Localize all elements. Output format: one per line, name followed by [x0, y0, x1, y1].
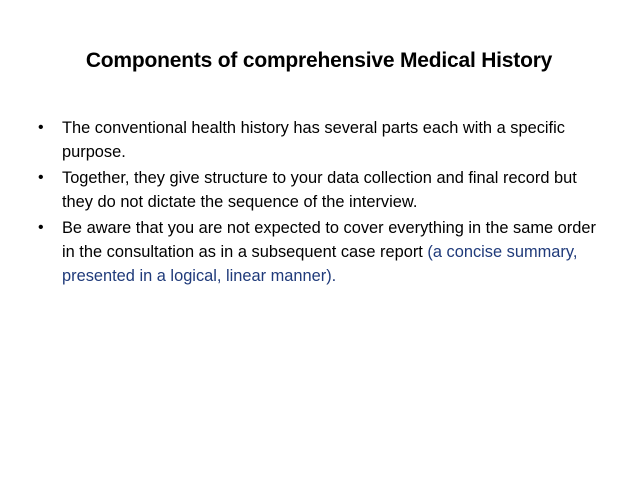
bullet-item-3 [38, 216, 598, 288]
bullet-icon: • [38, 119, 44, 136]
bullet-text-3: Be aware that you are not expected to cover everything in the same order in the consultation as in a subsequent case report [62, 219, 596, 261]
bullet-text-3-highlight: (a concise summary, presented in a logical, linear manner). [62, 243, 578, 285]
bullet-text-2: Together, they give structure to your data collection and final record but they do not dictate the sequence of the interview. [62, 169, 577, 211]
bullet-item-2 [38, 166, 598, 214]
bullet-list [38, 116, 598, 290]
bullet-text-1: The conventional health history has several parts each with a specific purpose. [62, 119, 565, 161]
bullet-item-1 [38, 116, 598, 164]
bullet-icon: • [38, 219, 44, 236]
slide-title: Components of comprehensive Medical History [85, 49, 553, 72]
bullet-icon: • [38, 169, 44, 186]
